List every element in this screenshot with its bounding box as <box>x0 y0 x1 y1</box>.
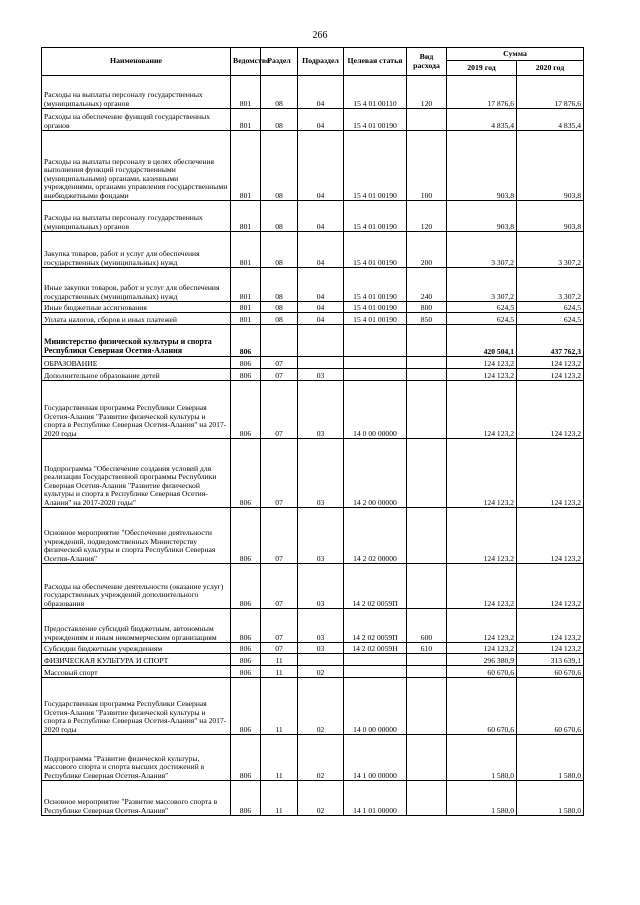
cell-podrazdel: 03 <box>298 439 344 508</box>
cell-article: 14 0 00 00000 <box>344 381 407 439</box>
cell-article: 15 4 01 00190 <box>344 232 407 268</box>
cell-podrazdel: 04 <box>298 76 344 109</box>
cell-vid <box>407 439 447 508</box>
cell-2019: 17 876,6 <box>447 76 517 109</box>
cell-2019: 60 670,6 <box>447 666 517 678</box>
table-row <box>42 109 584 131</box>
cell-vid: 200 <box>407 232 447 268</box>
cell-vedomstvo: 801 <box>231 268 261 302</box>
cell-vedomstvo: 806 <box>231 666 261 678</box>
table-row <box>42 302 584 313</box>
cell-razdel: 11 <box>261 781 298 816</box>
cell-razdel: 11 <box>261 654 298 666</box>
table-row <box>42 735 584 781</box>
cell-vedomstvo: 806 <box>231 369 261 381</box>
cell-vedomstvo: 801 <box>231 109 261 131</box>
cell-vedomstvo: 801 <box>231 76 261 109</box>
cell-2019: 124 123,2 <box>447 381 517 439</box>
cell-vid <box>407 325 447 357</box>
header-summa: Сумма <box>447 48 584 61</box>
cell-name: Основное мероприятие "Развитие массового спорта в Республике Северная Осетия-Алания" <box>42 781 231 816</box>
cell-2020: 3 307,2 <box>517 232 584 268</box>
cell-podrazdel: 04 <box>298 302 344 313</box>
cell-2019: 60 670,6 <box>447 678 517 735</box>
cell-vedomstvo: 801 <box>231 302 261 313</box>
cell-vid <box>407 666 447 678</box>
table-row <box>42 643 584 654</box>
cell-razdel: 11 <box>261 735 298 781</box>
cell-podrazdel: 02 <box>298 678 344 735</box>
cell-article <box>344 357 407 369</box>
cell-article: 15 4 01 00190 <box>344 201 407 232</box>
table-row <box>42 268 584 302</box>
cell-vid <box>407 109 447 131</box>
cell-vid <box>407 508 447 564</box>
cell-razdel: 07 <box>261 439 298 508</box>
cell-vid <box>407 678 447 735</box>
cell-2020: 3 307,2 <box>517 268 584 302</box>
cell-2020: 903,8 <box>517 131 584 201</box>
table-row <box>42 232 584 268</box>
cell-vid: 120 <box>407 201 447 232</box>
table-row <box>42 609 584 643</box>
cell-podrazdel: 04 <box>298 109 344 131</box>
cell-vedomstvo: 806 <box>231 678 261 735</box>
cell-2019: 124 123,2 <box>447 508 517 564</box>
cell-2020: 124 123,2 <box>517 643 584 654</box>
cell-name: Расходы на выплаты персоналу в целях обеспечения выполнения функций государственными (муниципальными) органами, казенными учреждениями, органами управления государственными внебюджетными фондами <box>42 131 231 201</box>
cell-vedomstvo: 806 <box>231 508 261 564</box>
cell-name: Закупка товаров, работ и услуг для обеспечения государственных (муниципальных) нужд <box>42 232 231 268</box>
cell-podrazdel: 04 <box>298 201 344 232</box>
cell-podrazdel: 03 <box>298 508 344 564</box>
cell-vid: 800 <box>407 302 447 313</box>
cell-name: ФИЗИЧЕСКАЯ КУЛЬТУРА И СПОРТ <box>42 654 231 666</box>
cell-article: 14 2 02 0059Н <box>344 643 407 654</box>
cell-vedomstvo: 806 <box>231 609 261 643</box>
cell-name: Субсидии бюджетным учреждениям <box>42 643 231 654</box>
header-vid: Вид расхода <box>407 48 447 76</box>
cell-2019: 624,5 <box>447 313 517 325</box>
cell-article <box>344 325 407 357</box>
cell-2020: 17 876,6 <box>517 76 584 109</box>
cell-razdel: 08 <box>261 109 298 131</box>
cell-vid: 850 <box>407 313 447 325</box>
cell-razdel: 11 <box>261 666 298 678</box>
cell-2020: 124 123,2 <box>517 357 584 369</box>
cell-2019: 903,8 <box>447 201 517 232</box>
cell-vid <box>407 564 447 609</box>
cell-name: Расходы на обеспечение деятельности (оказание услуг) государственных учреждений дополнительного образования <box>42 564 231 609</box>
cell-razdel: 08 <box>261 232 298 268</box>
cell-podrazdel: 03 <box>298 381 344 439</box>
cell-2020: 624,5 <box>517 302 584 313</box>
cell-2019: 124 123,2 <box>447 439 517 508</box>
cell-vid: 610 <box>407 643 447 654</box>
cell-article: 15 4 01 00190 <box>344 109 407 131</box>
cell-article: 14 2 02 00000 <box>344 508 407 564</box>
cell-2019: 1 580,0 <box>447 781 517 816</box>
cell-razdel: 08 <box>261 268 298 302</box>
cell-2020: 124 123,2 <box>517 439 584 508</box>
cell-podrazdel: 04 <box>298 232 344 268</box>
cell-article <box>344 666 407 678</box>
cell-2020: 4 835,4 <box>517 109 584 131</box>
cell-2020: 1 580,0 <box>517 781 584 816</box>
header-article: Целевая статья <box>344 48 407 76</box>
cell-razdel: 08 <box>261 313 298 325</box>
table-body <box>42 76 584 816</box>
table-row <box>42 439 584 508</box>
cell-2020: 313 639,1 <box>517 654 584 666</box>
cell-vid: 240 <box>407 268 447 302</box>
cell-razdel: 07 <box>261 643 298 654</box>
cell-article <box>344 654 407 666</box>
cell-podrazdel: 02 <box>298 781 344 816</box>
cell-name: Уплата налогов, сборов и иных платежей <box>42 313 231 325</box>
cell-podrazdel <box>298 357 344 369</box>
cell-vedomstvo: 806 <box>231 357 261 369</box>
table-row <box>42 357 584 369</box>
header-razdel: Раздел <box>261 48 298 76</box>
cell-article: 15 4 01 00190 <box>344 268 407 302</box>
cell-razdel: 07 <box>261 508 298 564</box>
cell-vid: 600 <box>407 609 447 643</box>
page-number: 266 <box>312 30 328 41</box>
table-row <box>42 325 584 357</box>
cell-2019: 124 123,2 <box>447 609 517 643</box>
cell-2019: 124 123,2 <box>447 357 517 369</box>
cell-vid <box>407 381 447 439</box>
table-row <box>42 678 584 735</box>
cell-2019: 420 504,1 <box>447 325 517 357</box>
cell-razdel: 08 <box>261 302 298 313</box>
table-row <box>42 313 584 325</box>
cell-name: Подпрограмма "Развитие физической культуры, массового спорта и спорта высших достижений в Республике Северная Осетия-Алания" <box>42 735 231 781</box>
cell-vedomstvo: 806 <box>231 735 261 781</box>
cell-razdel: 08 <box>261 131 298 201</box>
cell-razdel <box>261 325 298 357</box>
cell-2020: 124 123,2 <box>517 564 584 609</box>
header-vedomstvo: Ведомство <box>231 48 261 76</box>
cell-name: Иные бюджетные ассигнования <box>42 302 231 313</box>
cell-2019: 4 835,4 <box>447 109 517 131</box>
cell-razdel: 11 <box>261 678 298 735</box>
cell-vid <box>407 654 447 666</box>
cell-2019: 124 123,2 <box>447 643 517 654</box>
cell-2020: 624,5 <box>517 313 584 325</box>
cell-article: 15 4 01 00190 <box>344 131 407 201</box>
cell-2020: 124 123,2 <box>517 369 584 381</box>
cell-razdel: 07 <box>261 381 298 439</box>
cell-name: Государственная программа Республики Северная Осетия-Алания "Развитие физической культуры и спорта в Республике Северная Осетия-Алания" на 2017-2020 годы <box>42 678 231 735</box>
cell-razdel: 08 <box>261 76 298 109</box>
cell-2020: 437 762,3 <box>517 325 584 357</box>
cell-2020: 60 670,6 <box>517 666 584 678</box>
cell-2019: 124 123,2 <box>447 564 517 609</box>
cell-article: 14 1 01 00000 <box>344 781 407 816</box>
cell-name: Государственная программа Республики Северная Осетия-Алания "Развитие физической культуры и спорта в Республике Северная Осетия-Алания" на 2017-2020 годы <box>42 381 231 439</box>
cell-2019: 624,5 <box>447 302 517 313</box>
cell-razdel: 07 <box>261 564 298 609</box>
cell-vid <box>407 781 447 816</box>
cell-2020: 124 123,2 <box>517 381 584 439</box>
cell-vedomstvo: 801 <box>231 201 261 232</box>
cell-vid <box>407 735 447 781</box>
cell-name: Расходы на выплаты персоналу государственных (муниципальных) органов <box>42 201 231 232</box>
cell-2020: 1 580,0 <box>517 735 584 781</box>
cell-article: 14 2 02 0059П <box>344 564 407 609</box>
cell-article: 15 4 01 00190 <box>344 302 407 313</box>
cell-article: 14 1 00 00000 <box>344 735 407 781</box>
header-podrazdel: Подраздел <box>298 48 344 76</box>
cell-name: Предоставление субсидий бюджетным, автономным учреждениям и иным некоммерческим организациям <box>42 609 231 643</box>
header-year-2019: 2019 год <box>447 61 517 76</box>
cell-vid <box>407 357 447 369</box>
cell-podrazdel: 02 <box>298 735 344 781</box>
table-row <box>42 369 584 381</box>
cell-vedomstvo: 801 <box>231 313 261 325</box>
table-row <box>42 508 584 564</box>
cell-podrazdel: 03 <box>298 643 344 654</box>
cell-podrazdel: 03 <box>298 369 344 381</box>
cell-razdel: 07 <box>261 609 298 643</box>
table-row <box>42 201 584 232</box>
header-name: Наименование <box>42 48 231 76</box>
cell-podrazdel: 04 <box>298 131 344 201</box>
cell-article: 14 2 02 0059П <box>344 609 407 643</box>
cell-name: Иные закупки товаров, работ и услуг для обеспечения государственных (муниципальных) нужд <box>42 268 231 302</box>
cell-vedomstvo: 801 <box>231 131 261 201</box>
cell-name: Массовый спорт <box>42 666 231 678</box>
cell-podrazdel: 04 <box>298 268 344 302</box>
table-row <box>42 131 584 201</box>
cell-razdel: 08 <box>261 201 298 232</box>
cell-podrazdel: 04 <box>298 313 344 325</box>
cell-2019: 296 380,9 <box>447 654 517 666</box>
cell-article: 14 0 00 00000 <box>344 678 407 735</box>
cell-2019: 1 580,0 <box>447 735 517 781</box>
table-row <box>42 666 584 678</box>
cell-vedomstvo: 806 <box>231 439 261 508</box>
cell-2019: 903,8 <box>447 131 517 201</box>
cell-article: 15 4 01 00110 <box>344 76 407 109</box>
budget-table <box>41 47 584 816</box>
cell-article: 15 4 01 00190 <box>344 313 407 325</box>
cell-vedomstvo: 806 <box>231 381 261 439</box>
cell-vedomstvo: 806 <box>231 654 261 666</box>
cell-vedomstvo: 801 <box>231 232 261 268</box>
cell-article <box>344 369 407 381</box>
cell-2019: 3 307,2 <box>447 232 517 268</box>
cell-razdel: 07 <box>261 357 298 369</box>
cell-2020: 903,8 <box>517 201 584 232</box>
cell-name: Расходы на обеспечение функций государственных органов <box>42 109 231 131</box>
cell-2019: 124 123,2 <box>447 369 517 381</box>
table-row <box>42 381 584 439</box>
cell-podrazdel: 03 <box>298 609 344 643</box>
cell-vedomstvo: 806 <box>231 325 261 357</box>
cell-podrazdel <box>298 325 344 357</box>
table-row <box>42 76 584 109</box>
cell-name: Расходы на выплаты персоналу государственных (муниципальных) органов <box>42 76 231 109</box>
cell-podrazdel: 02 <box>298 666 344 678</box>
table-row <box>42 564 584 609</box>
cell-2020: 124 123,2 <box>517 508 584 564</box>
cell-podrazdel: 03 <box>298 564 344 609</box>
header-year-2020: 2020 год <box>517 61 584 76</box>
cell-name: Основное мероприятие "Обеспечение деятельности учреждений, подведомственных Министерству физической культуры и спорта Республики Северная Осетия-Алания" <box>42 508 231 564</box>
cell-2019: 3 307,2 <box>447 268 517 302</box>
table-row <box>42 781 584 816</box>
cell-name: Подпрограмма "Обеспечение создания условий для реализации Государственной программы Республики Северная Осетия-Алания "Развитие физической культуры и спорта в Республике Северная Осетия-Алания" на 2017-2020 годы" <box>42 439 231 508</box>
cell-vedomstvo: 806 <box>231 564 261 609</box>
cell-vid <box>407 369 447 381</box>
cell-article: 14 2 00 00000 <box>344 439 407 508</box>
table-row <box>42 654 584 666</box>
cell-vedomstvo: 806 <box>231 643 261 654</box>
cell-2020: 60 670,6 <box>517 678 584 735</box>
cell-vid: 100 <box>407 131 447 201</box>
cell-name: Дополнительное образование детей <box>42 369 231 381</box>
cell-podrazdel <box>298 654 344 666</box>
cell-name: Министерство физической культуры и спорта Республики Северная Осетия-Алания <box>42 325 231 357</box>
cell-name: ОБРАЗОВАНИЕ <box>42 357 231 369</box>
cell-vedomstvo: 806 <box>231 781 261 816</box>
cell-2020: 124 123,2 <box>517 609 584 643</box>
cell-razdel: 07 <box>261 369 298 381</box>
cell-vid: 120 <box>407 76 447 109</box>
